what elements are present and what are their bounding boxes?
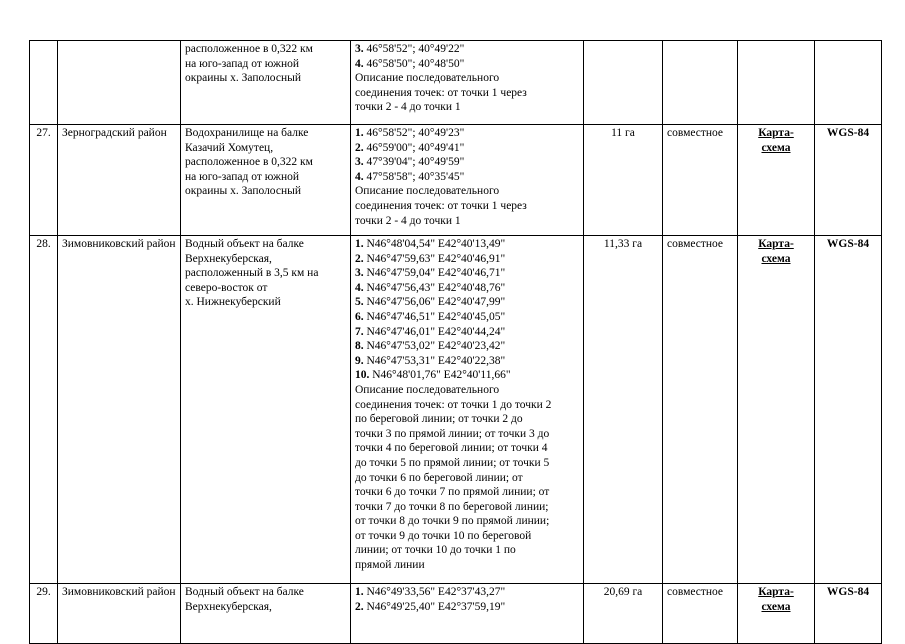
- coordinates-cell: [351, 236, 584, 584]
- coordinate-point: [355, 585, 579, 600]
- usage-type: совместное: [667, 238, 724, 250]
- point-coordinates: N46°47'53,31" E42°40'22,38": [363, 354, 506, 367]
- point-number: 9.: [355, 354, 364, 367]
- map-scheme-link-text: Карта-: [758, 127, 794, 139]
- point-number: 4.: [355, 170, 364, 183]
- point-number: 7.: [355, 325, 364, 338]
- coordinate-point: [355, 237, 579, 252]
- connection-description-line: точки 2 - 4 до точки 1: [355, 101, 461, 114]
- map-link-cell: [738, 41, 815, 125]
- coordinate-point: [355, 281, 579, 296]
- row-number: 27.: [36, 127, 51, 139]
- connection-description-line: линии; от точки 10 до точки 1 по: [355, 544, 516, 557]
- point-number: 3.: [355, 156, 364, 169]
- area-value: 20,69 га: [603, 586, 643, 598]
- area-cell: [584, 125, 663, 236]
- coordinate-point: [355, 252, 579, 267]
- connection-description-line: точки 7 до точки 8 по береговой линии;: [355, 500, 549, 513]
- point-coordinates: N46°47'46,01" E42°40'44,24": [363, 325, 506, 338]
- usage-type-cell: [663, 125, 738, 236]
- district-name: Зерноградский район: [62, 127, 167, 139]
- area-value: 11,33 га: [603, 238, 643, 250]
- connection-description-line: точки 6 до точки 7 по прямой линии; от: [355, 486, 550, 499]
- object-description-cell: [181, 236, 351, 584]
- connection-description-line: Описание последовательного: [355, 72, 500, 85]
- connection-description-line: прямой линии: [355, 559, 425, 572]
- point-number: 10.: [355, 369, 370, 382]
- map-scheme-link-text: Карта-: [758, 238, 794, 250]
- point-coordinates: N46°47'59,63" E42°40'46,91": [363, 252, 506, 265]
- object-description-cell: [181, 125, 351, 236]
- coordinate-point: [355, 155, 579, 170]
- connection-description-line: Описание последовательного: [355, 185, 500, 198]
- description-line: Верхнекуберская,: [185, 600, 272, 613]
- connection-description-line: соединения точек: от точки 1 до точки 2: [355, 398, 552, 411]
- map-scheme-link[interactable]: [742, 126, 810, 155]
- description-line: на юго-запад от южной: [185, 57, 300, 70]
- area-value: 11 га: [611, 127, 635, 139]
- point-coordinates: N46°48'01,76" E42°40'11,66": [369, 369, 511, 382]
- point-coordinates: N46°49'33,56" E42°37'43,27": [363, 586, 506, 598]
- coordinates-cell: [351, 125, 584, 236]
- point-number: 6.: [355, 310, 364, 323]
- connection-description-line: соединения точек: от точки 1 через: [355, 199, 527, 212]
- table-row: [30, 41, 882, 125]
- map-scheme-link-text: схема: [761, 252, 791, 265]
- district-name: Зимовниковский район: [62, 238, 176, 250]
- point-number: 2.: [355, 141, 364, 154]
- map-link-cell: [738, 236, 815, 584]
- coordinate-point: [355, 600, 579, 615]
- point-coordinates: N46°47'53,02" E42°40'23,42": [363, 340, 506, 353]
- description-line: Водный объект на балке: [185, 586, 304, 598]
- district-cell: [58, 236, 181, 584]
- coordinate-point: [355, 354, 579, 369]
- point-number: 4.: [355, 281, 364, 294]
- area-cell: [584, 236, 663, 584]
- coordinate-system-cell: [815, 236, 882, 584]
- point-coordinates: 46°58'50"; 40°48'50": [363, 57, 465, 70]
- description-line: на юго-запад от южной: [185, 170, 300, 183]
- coordinate-point: [355, 57, 579, 72]
- coordinate-point: [355, 295, 579, 310]
- coordinate-point: [355, 310, 579, 325]
- map-link-cell: [738, 125, 815, 236]
- description-line: северо-восток от: [185, 281, 268, 294]
- object-description-cell: [181, 41, 351, 125]
- table-body: [30, 41, 882, 644]
- description-line: окраины х. Заполосный: [185, 185, 301, 198]
- usage-type-cell: [663, 584, 738, 644]
- object-description-cell: [181, 584, 351, 644]
- connection-description-line: соединения точек: от точки 1 через: [355, 86, 527, 99]
- point-number: 1.: [355, 586, 364, 598]
- coordinate-point: [355, 170, 579, 185]
- water-objects-table: [29, 40, 882, 644]
- point-number: 2.: [355, 252, 364, 265]
- coordinate-system-cell: [815, 41, 882, 125]
- map-scheme-link[interactable]: [742, 237, 810, 266]
- usage-type: совместное: [667, 127, 724, 139]
- table-row: [30, 584, 882, 644]
- map-scheme-link-text: Карта-: [758, 586, 794, 598]
- row-number-cell: [30, 236, 58, 584]
- connection-description-line: до точки 6 по береговой линии; от: [355, 471, 523, 484]
- coordinate-point: [355, 126, 579, 141]
- point-coordinates: N46°48'04,54" E42°40'13,49": [363, 238, 506, 250]
- row-number: 29.: [36, 586, 51, 598]
- coordinate-system-cell: [815, 125, 882, 236]
- connection-description-line: Описание последовательного: [355, 383, 500, 396]
- point-number: 5.: [355, 296, 364, 309]
- point-number: 3.: [355, 43, 364, 55]
- coordinate-point: [355, 339, 579, 354]
- connection-description-line: точки 4 по береговой линии; от точки 4: [355, 442, 548, 455]
- point-coordinates: N46°47'56,43" E42°40'48,76": [363, 281, 506, 294]
- connection-description-line: до точки 5 по прямой линии; от точки 5: [355, 456, 550, 469]
- point-number: 8.: [355, 340, 364, 353]
- description-line: Верхнекуберская,: [185, 252, 272, 265]
- point-coordinates: 46°58'52"; 40°49'23": [363, 127, 465, 139]
- coordinate-point: [355, 325, 579, 340]
- coordinate-system-cell: [815, 584, 882, 644]
- point-number: 3.: [355, 267, 364, 280]
- table-row: [30, 125, 882, 236]
- connection-description-line: от точки 9 до точки 10 по береговой: [355, 529, 532, 542]
- connection-description-line: точки 2 - 4 до точки 1: [355, 214, 461, 227]
- table-row: [30, 236, 882, 584]
- point-coordinates: 47°39'04"; 40°49'59": [363, 156, 465, 169]
- map-scheme-link-text: схема: [761, 141, 791, 154]
- coordinates-cell: [351, 41, 584, 125]
- description-line: Водохранилище на балке: [185, 127, 309, 139]
- area-cell: [584, 41, 663, 125]
- description-line: Казачий Хомутец,: [185, 141, 274, 154]
- point-coordinates: 46°59'00"; 40°49'41": [363, 141, 465, 154]
- row-number-cell: [30, 41, 58, 125]
- row-number-cell: [30, 584, 58, 644]
- coordinate-system: WGS-84: [826, 238, 870, 250]
- point-coordinates: 47°58'58"; 40°35'45": [363, 170, 465, 183]
- point-coordinates: N46°47'46,51" E42°40'45,05": [363, 310, 506, 323]
- district-cell: [58, 41, 181, 125]
- coordinates-cell: [351, 584, 584, 644]
- map-link-cell: [738, 584, 815, 644]
- usage-type-cell: [663, 41, 738, 125]
- description-line: х. Нижнекуберский: [185, 296, 281, 309]
- description-line: окраины х. Заполосный: [185, 72, 301, 85]
- map-scheme-link-text: схема: [761, 600, 791, 613]
- coordinate-point: [355, 141, 579, 156]
- coordinate-system: WGS-84: [826, 586, 870, 598]
- coordinate-point: [355, 368, 579, 383]
- usage-type: совместное: [667, 586, 724, 598]
- point-number: 1.: [355, 238, 364, 250]
- area-cell: [584, 584, 663, 644]
- district-cell: [58, 125, 181, 236]
- connection-description-line: точки 3 по прямой линии; от точки 3 до: [355, 427, 550, 440]
- connection-description-line: от точки 8 до точки 9 по прямой линии;: [355, 515, 550, 528]
- point-coordinates: N46°47'59,04" E42°40'46,71": [363, 267, 506, 280]
- district-name: Зимовниковский район: [62, 586, 176, 598]
- point-number: 4.: [355, 57, 364, 70]
- row-number-cell: [30, 125, 58, 236]
- description-line: расположенное в 0,322 км: [185, 156, 313, 169]
- district-cell: [58, 584, 181, 644]
- description-line: Водный объект на балке: [185, 238, 304, 250]
- point-coordinates: 46°58'52"; 40°49'22": [363, 43, 465, 55]
- point-number: 2.: [355, 600, 364, 613]
- usage-type-cell: [663, 236, 738, 584]
- row-number: 28.: [36, 238, 51, 250]
- description-line: расположенное в 0,322 км: [185, 43, 313, 55]
- connection-description-line: по береговой линии; от точки 2 до: [355, 413, 523, 426]
- point-coordinates: N46°49'25,40" E42°37'59,19": [363, 600, 506, 613]
- coordinate-point: [355, 42, 579, 57]
- coordinate-point: [355, 266, 579, 281]
- description-line: расположенный в 3,5 км на: [185, 267, 319, 280]
- coordinate-system: WGS-84: [826, 127, 870, 139]
- point-coordinates: N46°47'56,06" E42°40'47,99": [363, 296, 506, 309]
- map-scheme-link[interactable]: [742, 585, 810, 614]
- point-number: 1.: [355, 127, 364, 139]
